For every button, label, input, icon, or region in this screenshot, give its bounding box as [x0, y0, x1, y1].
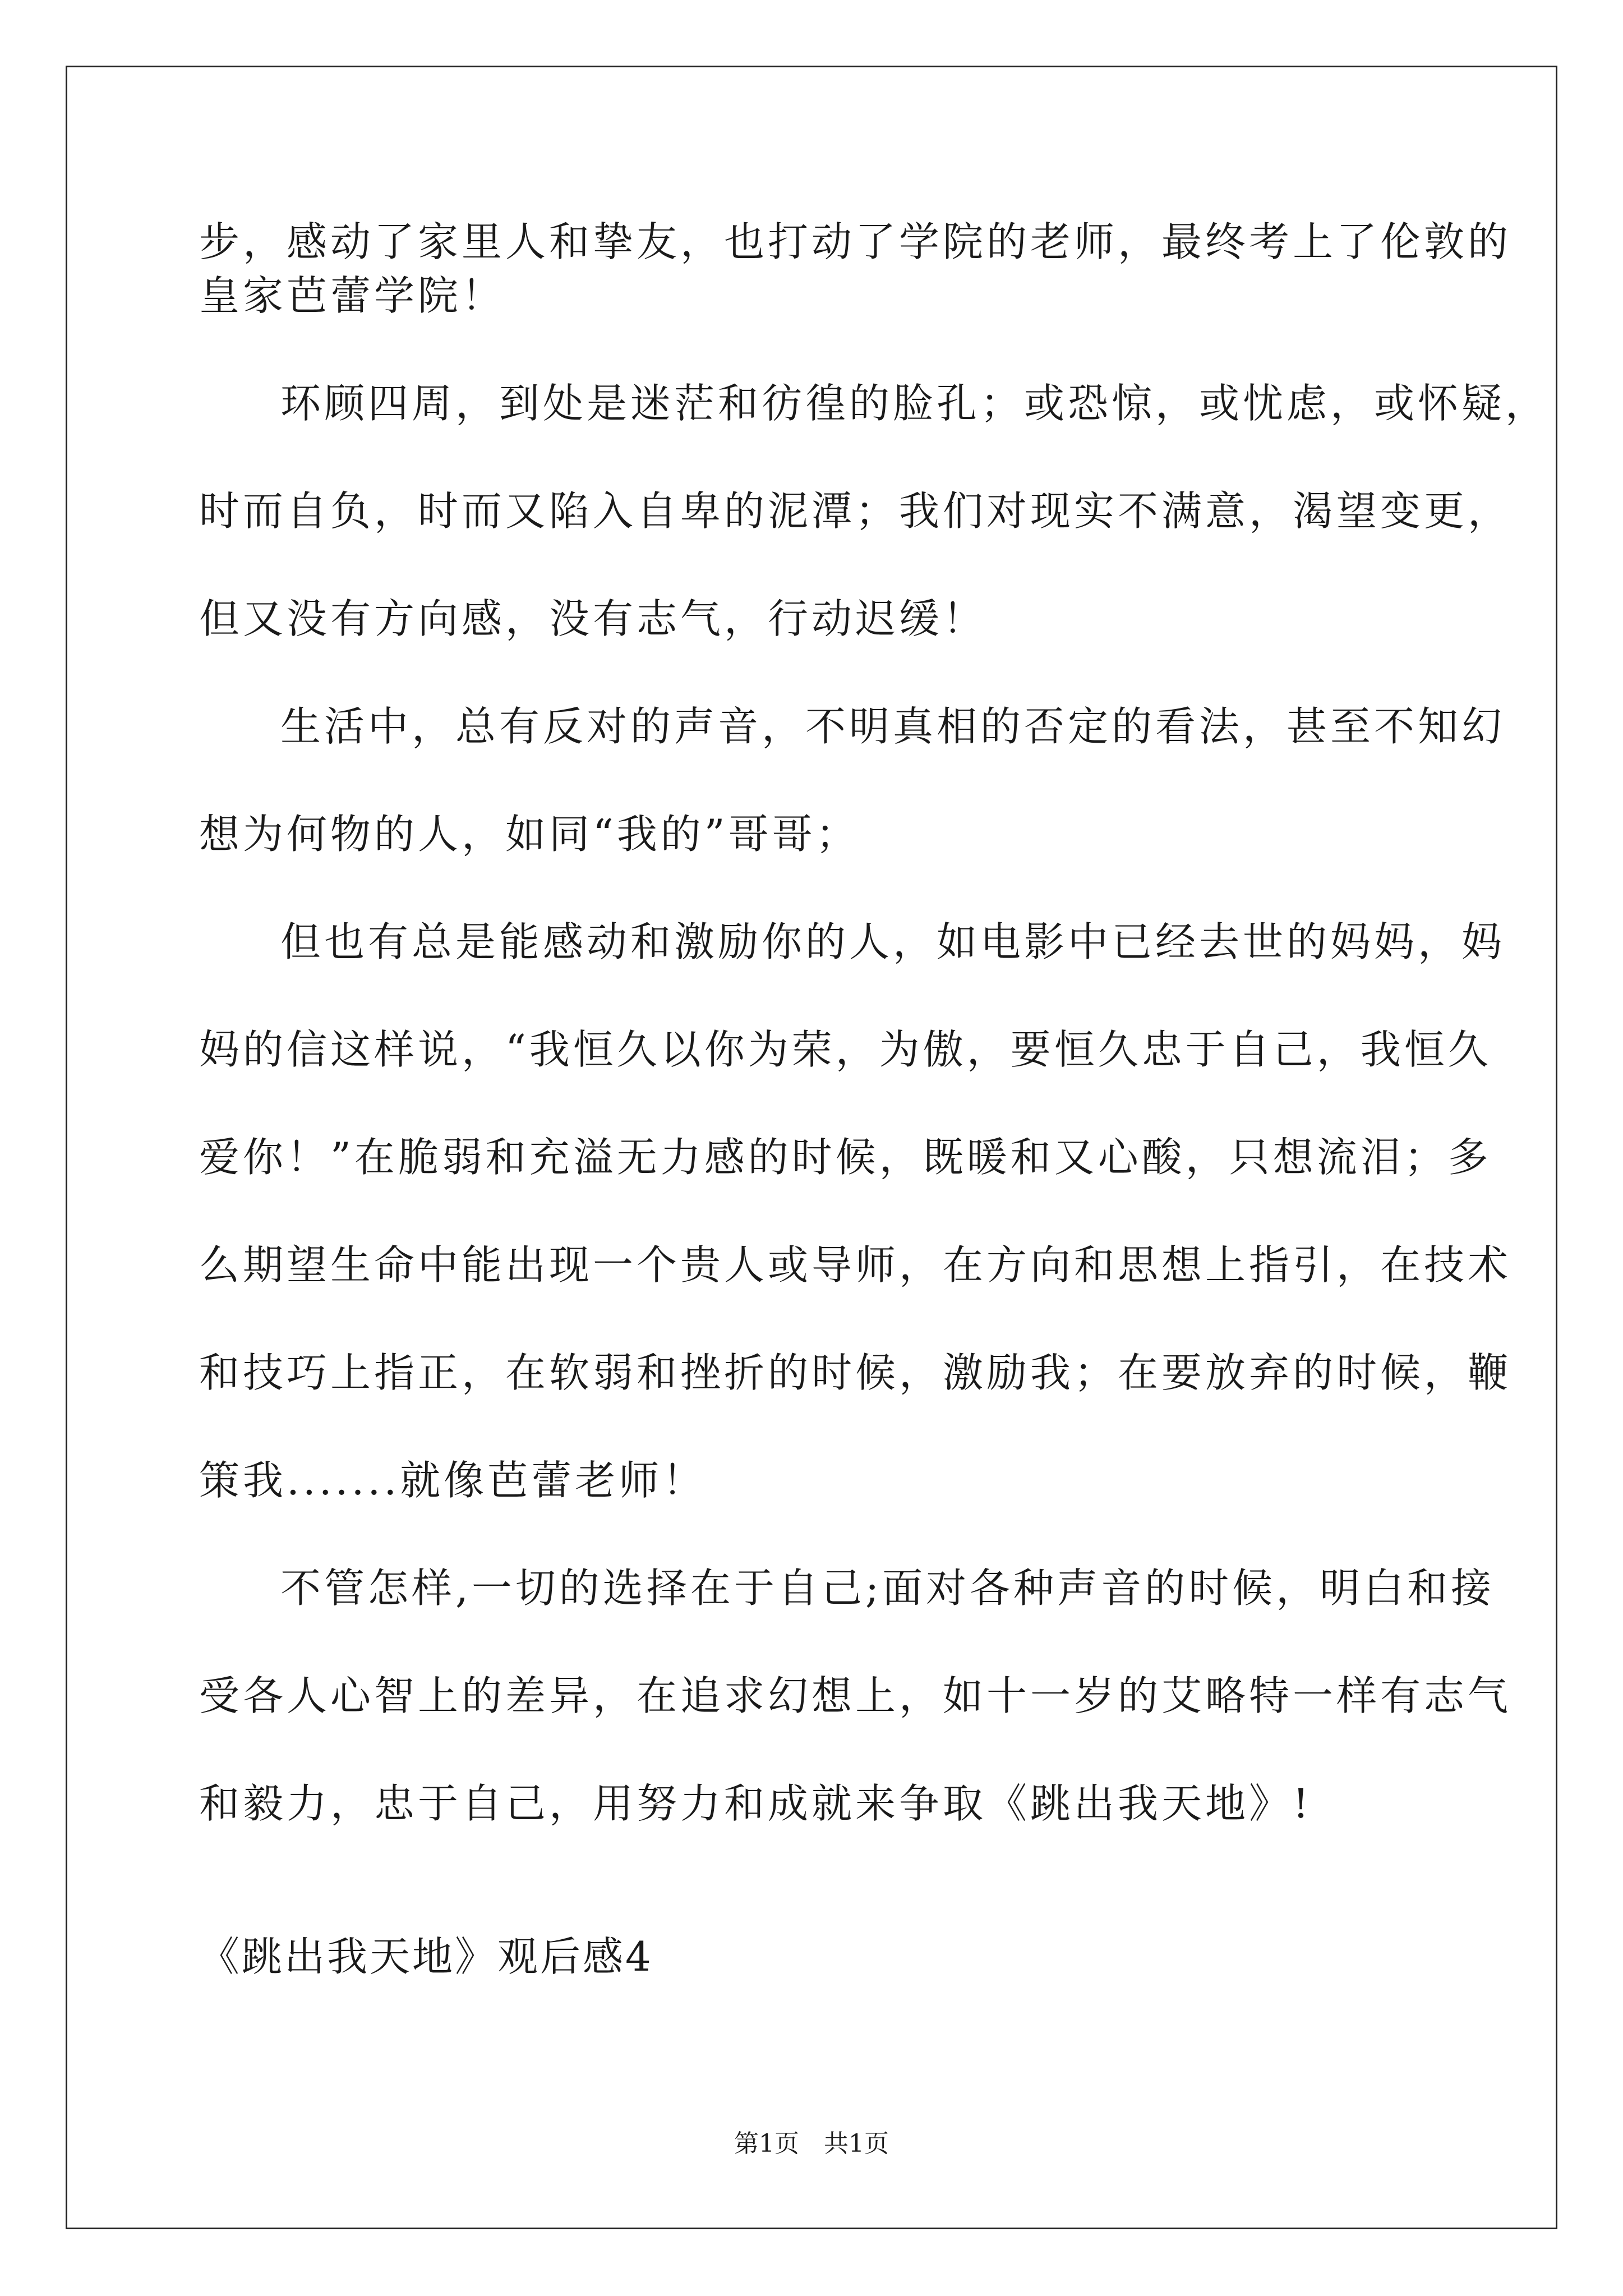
paragraph-4-line-4: 么期望生命中能出现一个贵人或导师，在方向和思想上指引，在技术: [199, 1241, 1512, 1289]
paragraph-4-line-1: 但也有总是能感动和激励你的人，如电影中已经去世的妈妈，妈: [280, 918, 1506, 965]
paragraph-5-line-1: 不管怎样,一切的选择在于自己;面对各种声音的时候，明白和接: [280, 1565, 1495, 1612]
paragraph-4-line-3: 爱你！”在脆弱和充溢无力感的时候，既暖和又心酸，只想流泪；多: [199, 1134, 1492, 1181]
document-body: [199, 215, 1550, 1830]
section-heading: 《跳出我天地》观后感4: [199, 1933, 653, 1980]
page-footer: 第1页 共1页: [734, 2129, 889, 2158]
paragraph-3-line-2: 想为何物的人，如同“我的”哥哥；: [199, 811, 860, 858]
paragraph-1-line-2: 皇家芭蕾学院！: [199, 272, 506, 319]
paragraph-4-line-5: 和技巧上指正，在软弱和挫折的时候，激励我；在要放弃的时候，鞭: [199, 1349, 1512, 1396]
paragraph-1-line-1: 步，感动了家里人和挚友，也打动了学院的老师，最终考上了伦敦的: [199, 218, 1512, 265]
paragraph-5-line-3: 和毅力，忠于自己，用努力和成就来争取《跳出我天地》!: [199, 1780, 1312, 1827]
paragraph-3-line-1: 生活中，总有反对的声音，不明真相的否定的看法，甚至不知幻: [280, 703, 1506, 750]
paragraph-4-line-2: 妈的信这样说，“我恒久以你为荣，为傲，要恒久忠于自己，我恒久: [199, 1026, 1492, 1073]
paragraph-2-line-2: 时而自负，时而又陷入自卑的泥潭；我们对现实不满意，渴望变更，: [199, 487, 1512, 535]
paragraph-4-line-6: 策我.......就像芭蕾老师！: [199, 1457, 707, 1504]
paragraph-2-line-1: 环顾四周，到处是迷茫和彷徨的脸孔；或恐惊，或忧虑，或怀疑，: [280, 380, 1550, 427]
paragraph-5-line-2: 受各人心智上的差异，在追求幻想上，如十一岁的艾略特一样有志气: [199, 1672, 1512, 1719]
paragraph-2-line-3: 但又没有方向感，没有志气，行动迟缓！: [199, 595, 987, 642]
